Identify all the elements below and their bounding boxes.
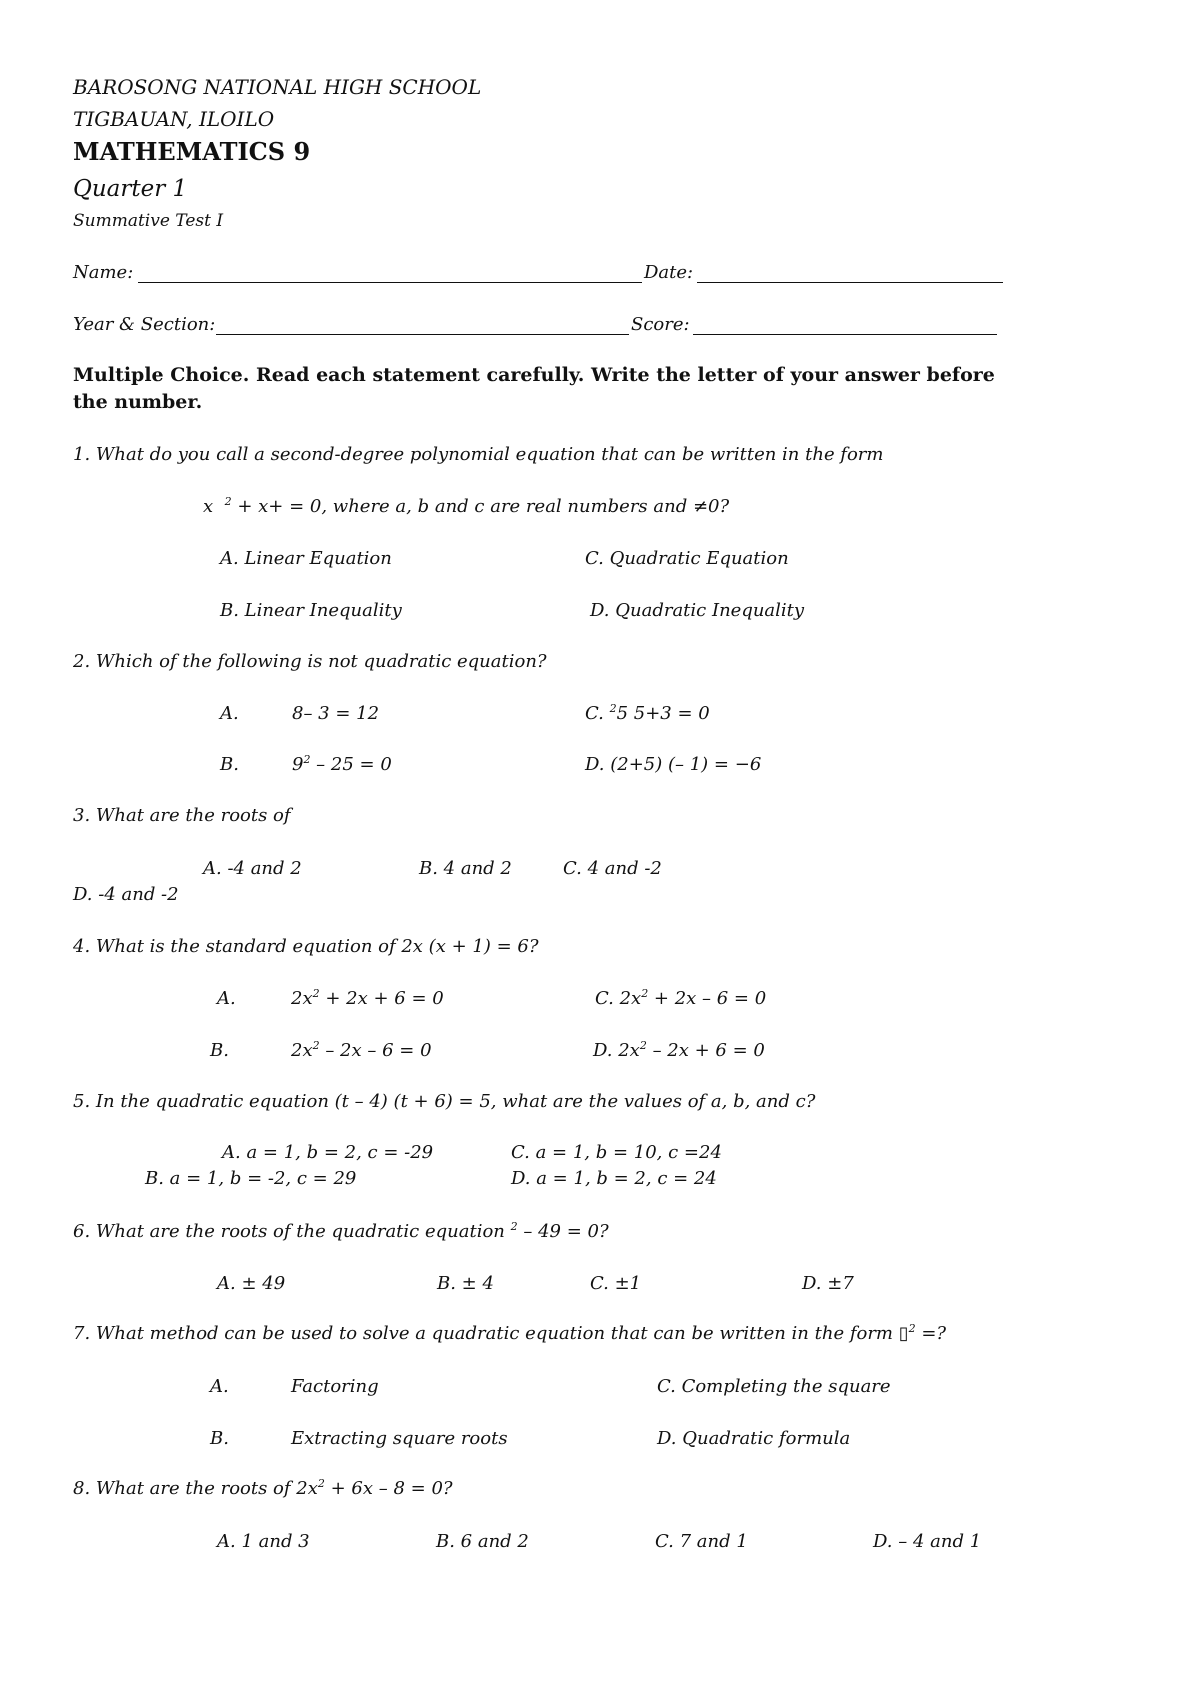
question-2-option-b-letter: B. — [220, 754, 239, 775]
school-name: BAROSONG NATIONAL HIGH SCHOOL — [73, 75, 482, 99]
question-4-option-b[interactable]: $2x^2 - 2x - 6 = 0$ — [291, 1039, 432, 1061]
question-4-option-a-letter: A. — [217, 988, 236, 1009]
date-label: Date: — [644, 262, 694, 283]
question-5-option-a[interactable]: A. a = 1, b = 2, c = -29 — [222, 1142, 434, 1163]
question-4-option-a[interactable]: $2x^2 + 2x + 6 = 0$ — [291, 987, 444, 1009]
question-7-option-d[interactable]: D. Quadratic formula — [657, 1428, 851, 1449]
subject-title: MATHEMATICS 9 — [73, 137, 311, 166]
question-8-option-c[interactable]: C. 7 and 1 — [655, 1531, 748, 1552]
name-label: Name: — [73, 262, 134, 283]
question-2-option-c[interactable]: C. $^2$5 5+3 = 0 — [585, 702, 710, 724]
question-7-option-b-letter: B. — [210, 1428, 229, 1449]
name-field[interactable] — [138, 282, 642, 283]
question-7-stem: 7. What method can be used to solve a quadratic equation that can be written in the form ▯$^2$ =? — [73, 1322, 947, 1344]
question-8-option-a[interactable]: A. 1 and 3 — [217, 1531, 310, 1552]
question-8-option-b[interactable]: B. 6 and 2 — [436, 1531, 529, 1552]
instructions: Multiple Choice. Read each statement carefully. Write the letter of your answer before the number. — [73, 364, 995, 413]
question-5-option-c[interactable]: C. a = 1, b = 10, c =24 — [511, 1142, 722, 1163]
question-3-option-d[interactable]: D. -4 and -2 — [73, 884, 179, 905]
question-7-option-c[interactable]: C. Completing the square — [657, 1376, 891, 1397]
question-3-option-b[interactable]: B. 4 and 2 — [419, 858, 512, 879]
question-5-stem: 5. In the quadratic equation (t – 4) (t + 6) = 5, what are the values of a, b, and c? — [73, 1091, 816, 1112]
question-6-option-c[interactable]: C. ±1 — [590, 1273, 642, 1294]
question-6-stem: 6. What are the roots of the quadratic equation $^2$ – 49 = 0? — [73, 1220, 609, 1242]
question-8-stem: 8. What are the roots of $2x^2 + 6x - 8 = 0$? — [73, 1477, 453, 1499]
question-6-option-d[interactable]: D. ±7 — [802, 1273, 854, 1294]
score-field[interactable] — [693, 334, 997, 335]
school-location: TIGBAUAN, ILOILO — [73, 107, 275, 131]
year-section-label: Year & Section: — [73, 314, 216, 335]
question-6-option-a[interactable]: A. ± 49 — [217, 1273, 286, 1294]
question-4-option-c[interactable]: C. $2x^2 + 2x - 6 = 0$ — [595, 987, 767, 1009]
question-7-option-a[interactable]: Factoring — [291, 1376, 379, 1397]
date-field[interactable] — [697, 282, 1003, 283]
question-2-option-b[interactable]: $9^2 - 25 = 0$ — [292, 753, 392, 775]
question-1-option-b[interactable]: B. Linear Inequality — [220, 600, 402, 621]
question-3-option-c[interactable]: C. 4 and -2 — [563, 858, 662, 879]
question-1-option-c[interactable]: C. Quadratic Equation — [585, 548, 789, 569]
question-2-option-d[interactable]: D. (2+5) (– 1) = −6 — [585, 754, 762, 775]
question-2-stem: 2. Which of the following is not quadratic equation? — [73, 651, 547, 672]
question-1-option-a[interactable]: A. Linear Equation — [220, 548, 392, 569]
question-4-stem: 4. What is the standard equation of 2x (x + 1) = 6? — [73, 936, 539, 957]
question-1-stem: 1. What do you call a second-degree polynomial equation that can be written in the form — [73, 444, 884, 465]
question-4-option-b-letter: B. — [210, 1040, 229, 1061]
question-1-formula: x $^2$ + x+ = 0, where a, b and c are real numbers and ≠0? — [203, 495, 730, 517]
question-2-option-a[interactable]: 8– 3 = 12 — [292, 703, 380, 724]
question-7-option-b[interactable]: Extracting square roots — [291, 1428, 508, 1449]
question-7-option-a-letter: A. — [210, 1376, 229, 1397]
question-3-option-a[interactable]: A. -4 and 2 — [203, 858, 302, 879]
question-3-stem: 3. What are the roots of — [73, 805, 291, 826]
question-4-option-d[interactable]: D. $2x^2 - 2x + 6 = 0$ — [593, 1039, 765, 1061]
question-2-option-a-letter: A. — [220, 703, 239, 724]
score-label: Score: — [631, 314, 690, 335]
question-6-option-b[interactable]: B. ± 4 — [437, 1273, 494, 1294]
test-label: Summative Test I — [73, 211, 224, 231]
quarter-label: Quarter 1 — [73, 176, 188, 202]
question-1-option-d[interactable]: D. Quadratic Inequality — [590, 600, 805, 621]
year-section-field[interactable] — [216, 334, 629, 335]
question-5-option-d[interactable]: D. a = 1, b = 2, c = 24 — [511, 1168, 717, 1189]
question-5-option-b[interactable]: B. a = 1, b = -2, c = 29 — [145, 1168, 357, 1189]
question-8-option-d[interactable]: D. – 4 and 1 — [873, 1531, 982, 1552]
